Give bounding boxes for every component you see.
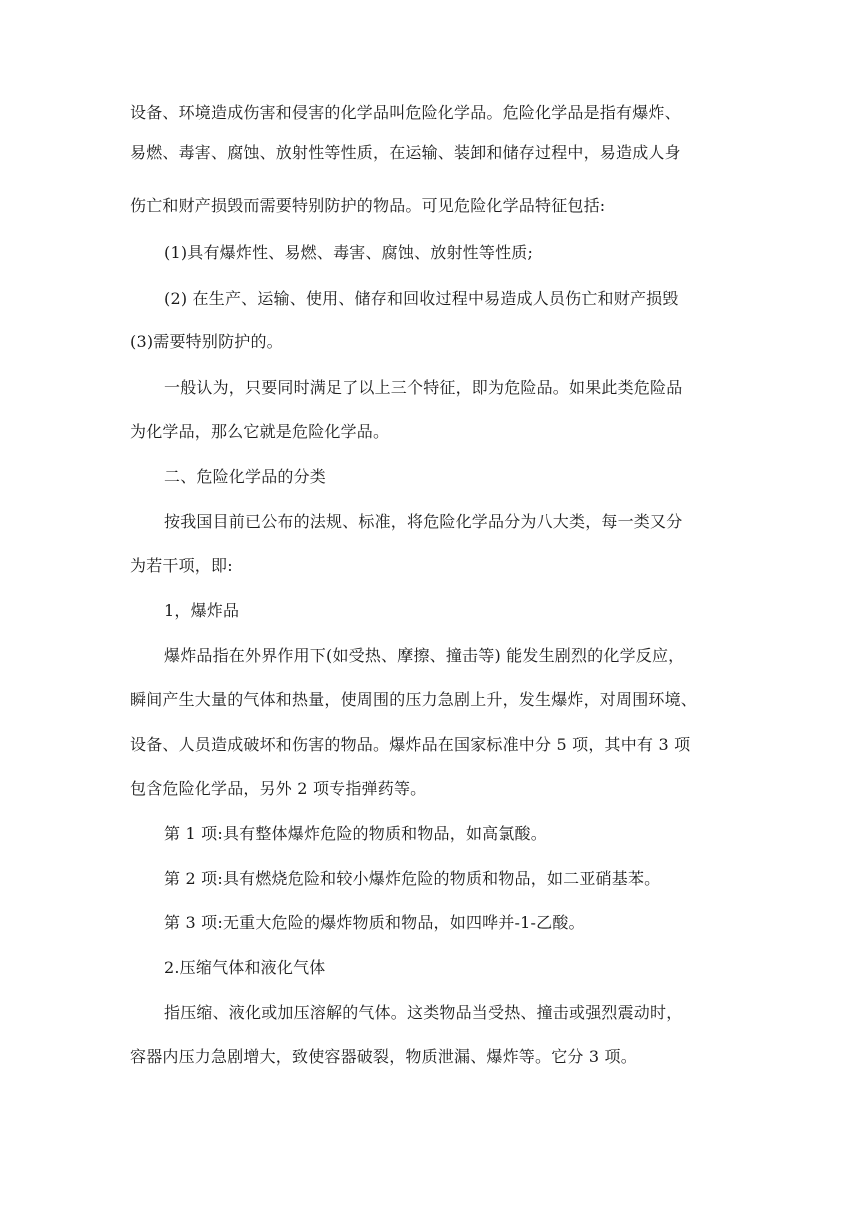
text-line: 易燃、毒害、腐蚀、放射性等性质，在运输、装卸和储存过程中，易造成人身 — [130, 143, 681, 162]
text-line: 设备、环境造成伤害和侵害的化学品叫危险化学品。危险化学品是指有爆炸、 — [130, 103, 681, 122]
text-line: 爆炸品指在外界作用下(如受热、摩擦、撞击等) 能发生剧烈的化学反应， — [164, 646, 685, 665]
text-line: (3)需要特别防护的。 — [130, 332, 283, 351]
text-line: 为化学品，那么它就是危险化学品。 — [130, 422, 390, 441]
text-line: 瞬间产生大量的气体和热量，使周围的压力急剧上升，发生爆炸，对周围环境、 — [130, 690, 698, 709]
text-line: 第 1 项:具有整体爆炸危险的物质和物品，如高氯酸。 — [164, 824, 547, 843]
text-line: 一般认为，只要同时满足了以上三个特征，即为危险品。如果此类危险品 — [164, 378, 683, 397]
text-line: 设备、人员造成破坏和伤害的物品。爆炸品在国家标准中分 5 项，其中有 3 项 — [130, 735, 691, 754]
text-line: 按我国目前已公布的法规、标准，将危险化学品分为八大类，每一类又分 — [164, 512, 683, 531]
subsection-heading: 1，爆炸品 — [164, 601, 240, 620]
text-line: 容器内压力急剧增大，致使容器破裂，物质泄漏、爆炸等。它分 3 项。 — [130, 1047, 637, 1066]
subsection-heading: 2.压缩气体和液化气体 — [164, 958, 326, 977]
text-line: 为若干项，即: — [130, 556, 233, 575]
text-line: 指压缩、液化或加压溶解的气体。这类物品当受热、撞击或强烈震动时， — [164, 1003, 683, 1022]
text-line: 第 2 项:具有燃烧危险和较小爆炸危险的物质和物品，如二亚硝基苯。 — [164, 869, 661, 888]
text-line: (1)具有爆炸性、易燃、毒害、腐蚀、放射性等性质; — [164, 243, 534, 262]
text-line: 包含危险化学品，另外 2 项专指弹药等。 — [130, 779, 427, 798]
text-line: 第 3 项:无重大危险的爆炸物质和物品，如四哗并-1-乙酸。 — [164, 913, 585, 932]
text-line: 伤亡和财产损毁而需要特别防护的物品。可见危险化学品特征包括: — [130, 196, 606, 215]
section-heading: 二、危险化学品的分类 — [164, 467, 327, 486]
text-line: (2) 在生产、运输、使用、储存和回收过程中易造成人员伤亡和财产损毁 — [164, 289, 679, 308]
